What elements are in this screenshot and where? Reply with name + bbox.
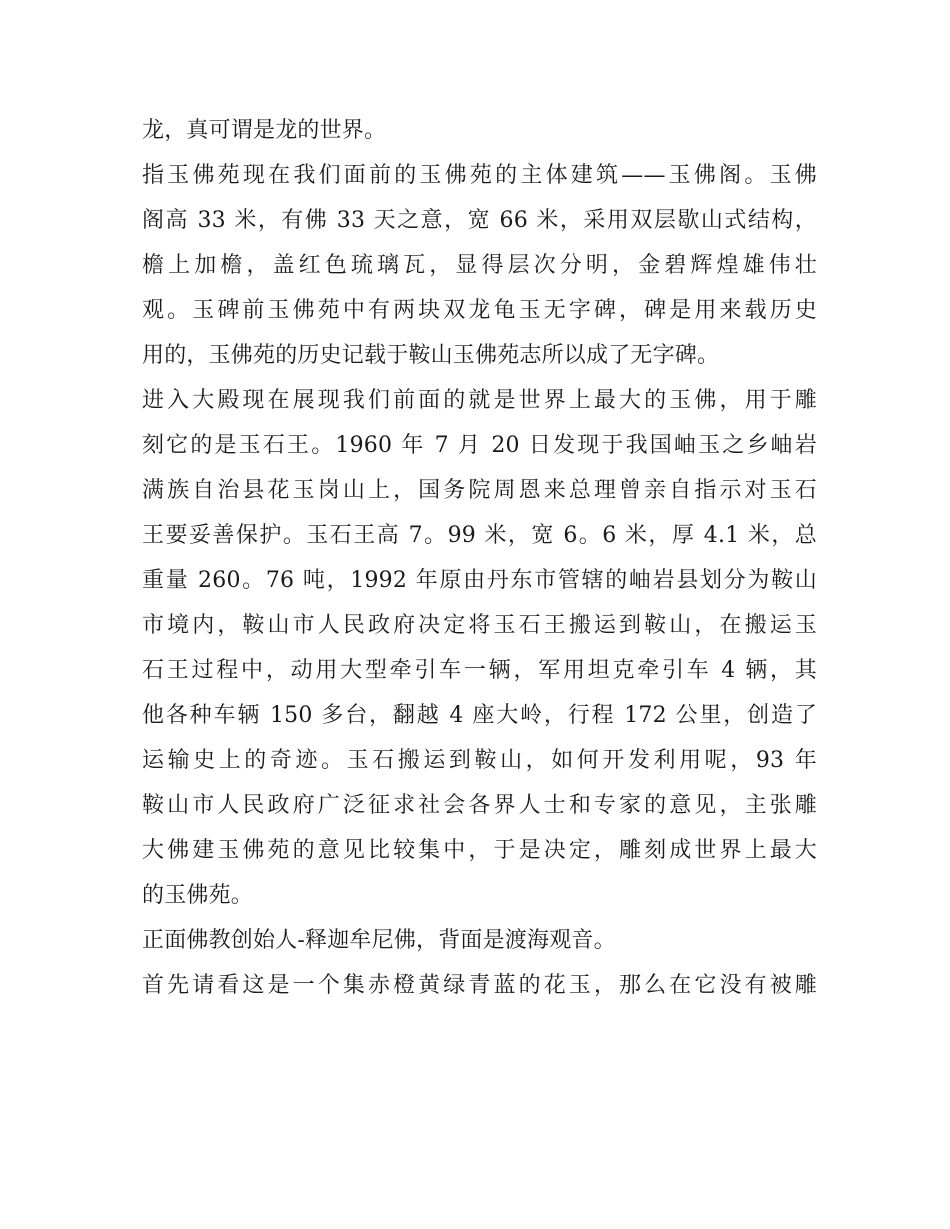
text-line: 王要妥善保护。玉石王高 7。99 米，宽 6。6 米，厚 4.1 米，总 <box>142 523 817 548</box>
text-line: 满族自治县花玉岗山上，国务院周恩来总理曾亲自指示对玉石 <box>142 478 817 503</box>
text-line: 重量 260。76 吨，1992 年原由丹东市管辖的岫岩县划分为鞍山 <box>142 568 817 593</box>
text-line: 市境内，鞍山市人民政府决定将玉石王搬运到鞍山，在搬运玉 <box>142 613 817 638</box>
text-line: 鞍山市人民政府广泛征求社会各界人士和专家的意见，主张雕 <box>142 793 817 818</box>
document-text-body <box>142 108 817 1008</box>
text-line: 进入大殿现在展现我们前面的就是世界上最大的玉佛，用于雕 <box>142 388 817 413</box>
text-line: 石王过程中，动用大型牵引车一辆，军用坦克牵引车 4 辆，其 <box>142 658 817 683</box>
text-line: 的玉佛苑。 <box>142 883 254 908</box>
text-line: 龙，真可谓是龙的世界。 <box>142 118 387 143</box>
text-line: 用的，玉佛苑的历史记载于鞍山玉佛苑志所以成了无字碑。 <box>142 343 720 368</box>
text-line: 大佛建玉佛苑的意见比较集中，于是决定，雕刻成世界上最大 <box>142 838 817 863</box>
text-line: 运输史上的奇迹。玉石搬运到鞍山，如何开发利用呢，93 年 <box>142 748 817 773</box>
text-line: 正面佛教创始人-释迦牟尼佛，背面是渡海观音。 <box>142 928 616 953</box>
text-line: 他各种车辆 150 多台，翻越 4 座大岭，行程 172 公里，创造了 <box>142 703 817 728</box>
text-line: 观。玉碑前玉佛苑中有两块双龙龟玉无字碑，碑是用来载历史 <box>142 298 817 323</box>
text-line: 首先请看这是一个集赤橙黄绿青蓝的花玉，那么在它没有被雕 <box>142 973 817 998</box>
text-line: 刻它的是玉石王。1960 年 7 月 20 日发现于我国岫玉之乡岫岩 <box>142 433 817 458</box>
text-line: 指玉佛苑现在我们面前的玉佛苑的主体建筑——玉佛阁。玉佛 <box>142 163 817 188</box>
text-line: 阁高 33 米，有佛 33 天之意，宽 66 米，采用双层歇山式结构， <box>142 208 817 233</box>
text-line: 檐上加檐，盖红色琉璃瓦，显得层次分明，金碧辉煌雄伟壮 <box>142 253 817 278</box>
